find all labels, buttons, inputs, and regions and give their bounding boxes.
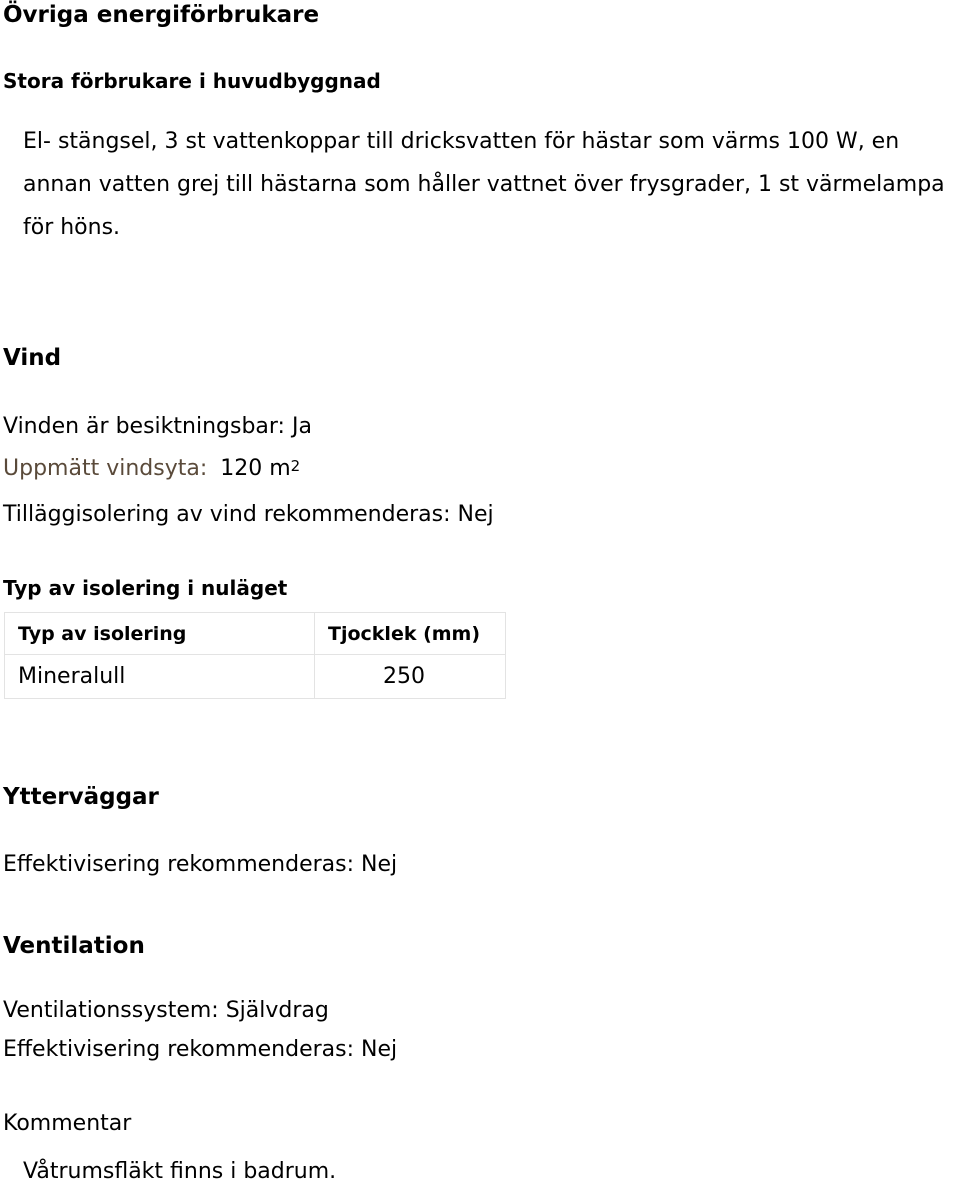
insulation-type-heading: Typ av isolering i nuläget [3, 576, 288, 600]
exterior-walls-efficiency-row [3, 852, 397, 877]
exterior-walls-efficiency-value: Nej [361, 852, 398, 877]
attic-inspectable-value: Ja [291, 414, 312, 439]
attic-area-row [3, 456, 300, 481]
page-title: Övriga energiförbrukare [3, 2, 320, 28]
attic-area-value: 120 $m^2$ [220, 456, 301, 481]
attic-insulation-rec-value: Nej [457, 502, 494, 527]
insulation-type-column-header: Typ av isolering [5, 613, 315, 655]
ventilation-system-value: Självdrag [225, 998, 329, 1023]
ventilation-efficiency-label: Effektivisering rekommenderas: [3, 1037, 355, 1062]
insulation-table-header-row [5, 613, 506, 655]
exterior-walls-heading: Ytterväggar [3, 784, 159, 810]
comment-text: Våtrumsfläkt finns i badrum. [23, 1159, 337, 1184]
insulation-table [4, 612, 506, 699]
ventilation-efficiency-row [3, 1037, 397, 1062]
thickness-cell: 250 [315, 655, 506, 699]
exterior-walls-efficiency-label: Effektivisering rekommenderas: [3, 852, 355, 877]
ventilation-efficiency-value: Nej [361, 1037, 398, 1062]
insulation-type-cell: Mineralull [5, 655, 315, 699]
area-unit-superscript: 2 [290, 457, 301, 475]
ventilation-heading: Ventilation [3, 933, 145, 959]
attic-insulation-rec-label: Tilläggisolering av vind rekommenderas: [3, 502, 451, 527]
attic-heading: Vind [3, 345, 62, 371]
thickness-column-header: Tjocklek (mm) [315, 613, 506, 655]
table-row [5, 655, 506, 699]
comment-label: Kommentar [3, 1111, 132, 1136]
main-building-heading: Stora förbrukare i huvudbyggnad [3, 69, 381, 93]
attic-insulation-rec-row [3, 502, 494, 527]
attic-area-label: Uppmätt vindsyta: [3, 456, 208, 481]
ventilation-system-label: Ventilationssystem: [3, 998, 219, 1023]
attic-inspectable-row [3, 414, 312, 439]
ventilation-system-row [3, 998, 329, 1023]
attic-inspectable-label: Vinden är besiktningsbar: [3, 414, 285, 439]
main-building-description: El- stängsel, 3 st vattenkoppar till dricksvatten för hästar som värms 100 W, en annan vatten grej till hästarna som håller vattnet över frysgrader, 1 st värmelampa för höns. [23, 129, 945, 240]
